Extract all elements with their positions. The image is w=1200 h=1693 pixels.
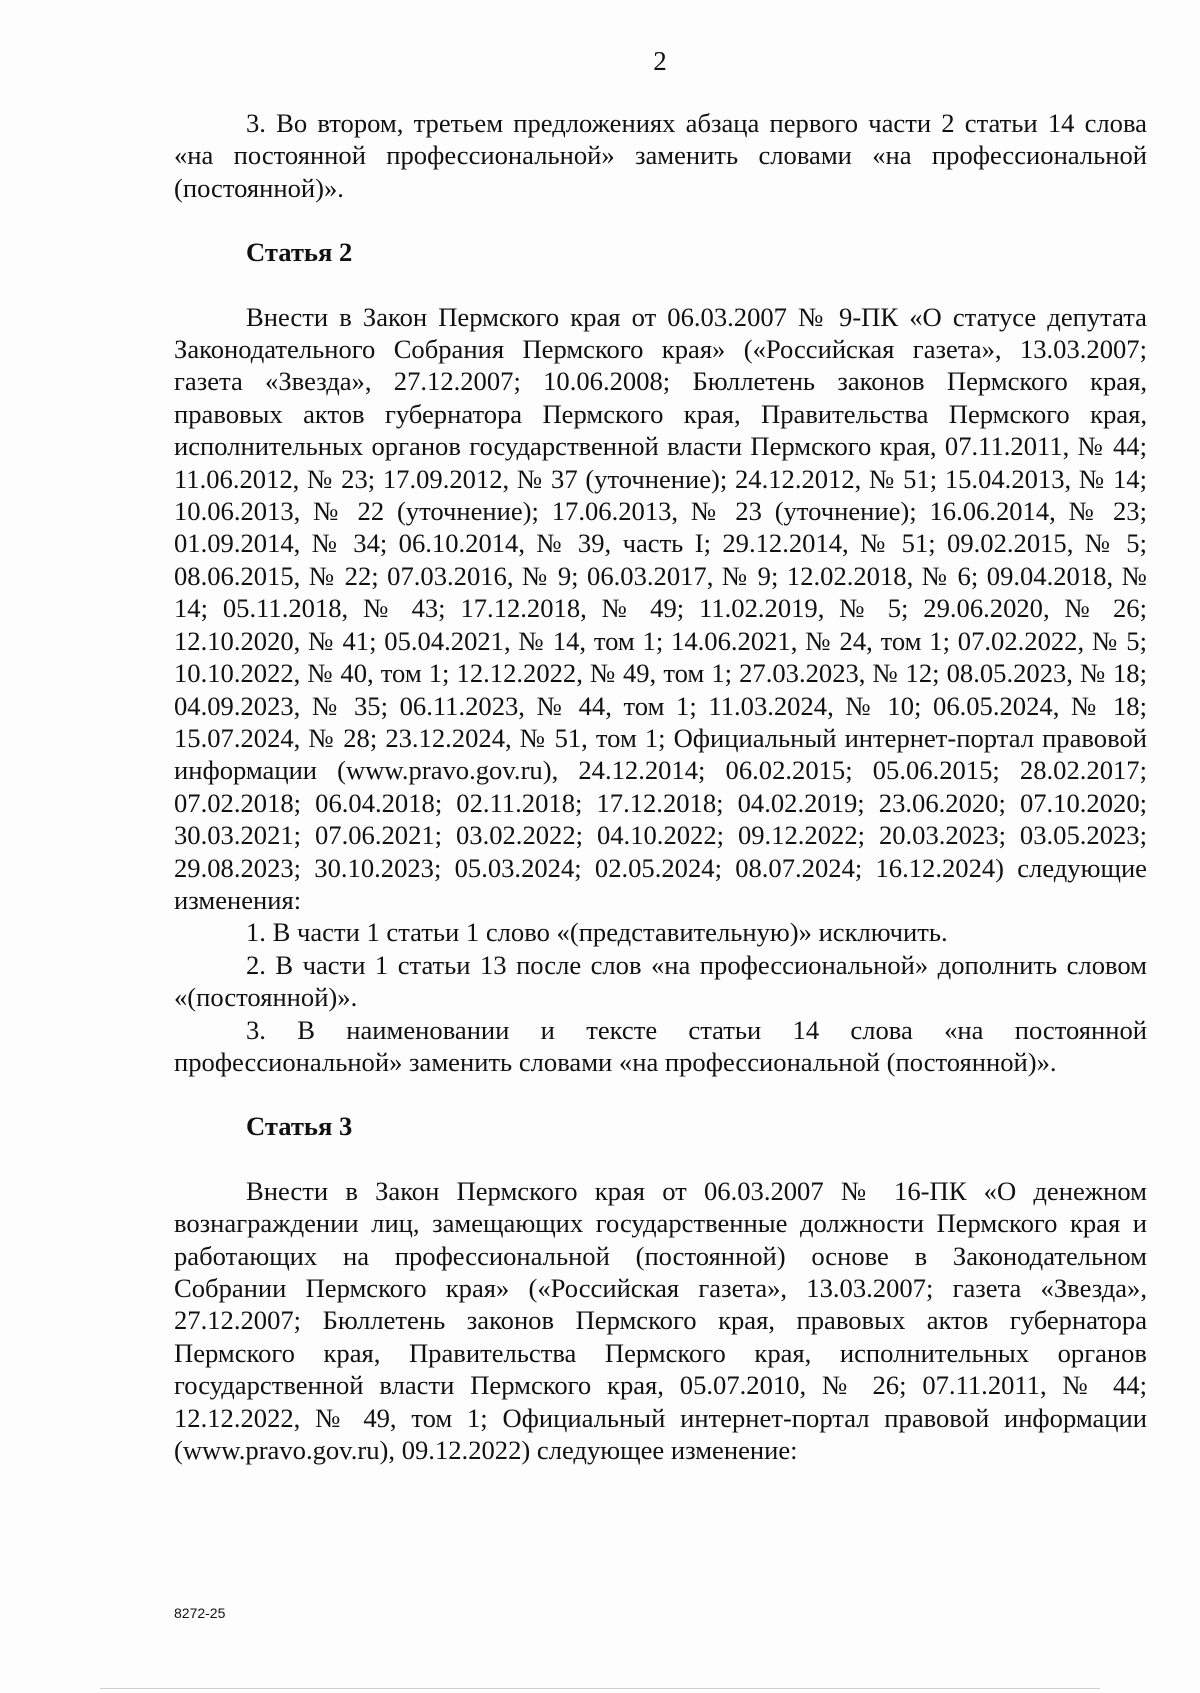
article-2-paragraph-2: 1. В части 1 статьи 1 слово «(представительную)» исключить. [246,917,948,948]
article-2-heading: Статья 2 [246,237,353,268]
article-2-paragraph-1: Внести в Закон Пермского края от 06.03.2007 № 9-ПК «О статусе депутата Законодательного Собрания Пермского края» («Российская газета», 13.03.2007; газета «Звезда», 27.12.2007; 10.06.2008; Бюллетень законов Пермского края, правовых актов губернатора Пермского края, Правительства Пермского края, исполнительных органов государственной власти Пермского края, 07.11.2011, № 44; 11.06.2012, № 23; 17.09.2012, № 37 (уточнение); 24.12.2012, № 51; 15.04.2013, № 14; 10.06.2013, № 22 (уточнение); 17.06.2013, № 23 (уточнение); 16.06.2014, № 23; 01.09.2014, № 34; 06.10.2014, № 39, часть I; 29.12.2014, № 51; 09.02.2015, № 5; 08.06.2015, № 22; 07.03.2016, № 9; 06.03.2017, № 9; 12.02.2018, № 6; 09.04.2018, № 14; 05.11.2018, № 43; 17.12.2018, № 49; 11.02.2019, № 5; 29.06.2020, № 26; 12.10.2020, № 41; 05.04.2021, № 14, том 1; 14.06.2021, № 24, том 1; 07.02.2022, № 5; 10.10.2022, № 40, том 1; 12.12.2022, № 49, том 1; 27.03.2023, № 12; 08.05.2023, № 18; 04.09.2023, № 35; 06.11.2023, № 44, том 1; 11.03.2024, № 10; 06.05.2024, № 18; 15.07.2024, № 28; 23.12.2024, № 51, том 1; Официальный интернет-портал правовой информации (www.pravo.gov.ru), 24.12.2014; 06.02.2015; 05.06.2015; 28.02.2017; 07.02.2018; 06.04.2018; 02.11.2018; 17.12.2018; 04.02.2019; 23.06.2020; 07.10.2020; 30.03.2021; 07.06.2021; 03.02.2022; 04.10.2022; 09.12.2022; 20.03.2023; 03.05.2023; 29.08.2023; 30.10.2023; 05.03.2024; 02.05.2024; 08.07.2024; 16.12.2024) следующие изменения: [174,301,1147,915]
article-3-paragraph-1: Внести в Закон Пермского края от 06.03.2007 № 16-ПК «О денежном вознаграждении лиц, замещающих государственные должности Пермского края и работающих на профессиональной (постоянной) основе в Законодательном Собрании Пермского края» («Российская газета», 13.03.2007; газета «Звезда», 27.12.2007; Бюллетень законов Пермского края, правовых актов губернатора Пермского края, Правительства Пермского края, исполнительных органов государственной власти Пермского края, 05.07.2010, № 26; 07.11.2011, № 44; 12.12.2022, № 49, том 1; Официальный интернет-портал правовой информации (www.pravo.gov.ru), 09.12.2022) следующее изменение: [174,1175,1147,1466]
article-2-paragraph-4: 3. В наименовании и тексте статьи 14 слова «на постоянной профессиональной» заменить словами «на профессиональной (постоянной)». [174,1014,1147,1077]
scan-edge-line [100,1688,1100,1689]
paragraph-intro-1: 3. Во втором, третьем предложениях абзаца первого части 2 статьи 14 слова «на постоянной профессиональной» заменить словами «на профессиональной (постоянной)». [174,108,1147,203]
document-code: 8272-25 [174,1605,226,1621]
article-3-heading: Статья 3 [246,1111,353,1142]
article-2-paragraph-3: 2. В части 1 статьи 13 после слов «на профессиональной» дополнить словом «(постоянной)». [174,949,1147,1013]
document-body [174,107,1147,1466]
page-number: 2 [653,46,667,76]
